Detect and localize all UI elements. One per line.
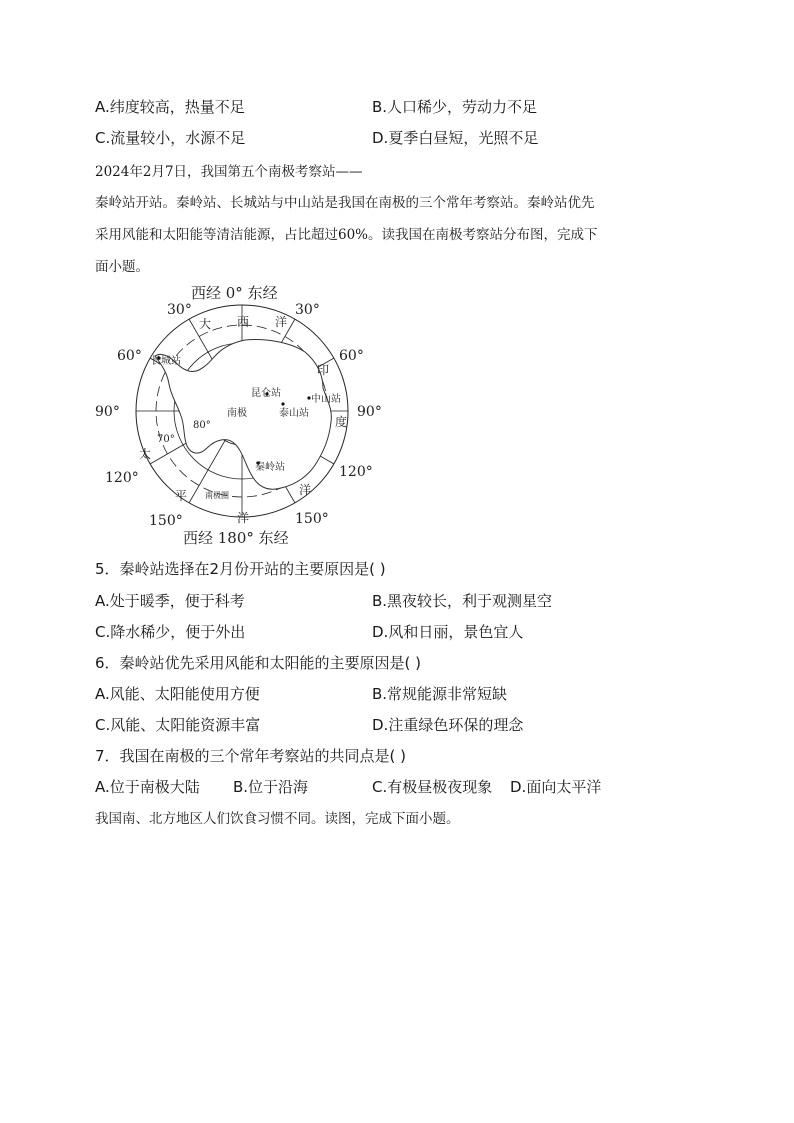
antarctic-station-map [95, 280, 395, 550]
ocean-char-xi: 西 [237, 315, 250, 329]
question-7-option-a: A.位于南极大陆 [95, 778, 200, 796]
intro-line-1: 2024年2月7日，我国第五个南极考察站—— [95, 164, 363, 180]
intro-line-2: 秦岭站开站。秦岭站、长城站与中山站是我国在南极的三个常年考察站。秦岭站优先 [95, 195, 595, 211]
ocean-char-du: 度 [335, 415, 348, 429]
question-7-option-d: D.面向太平洋 [510, 778, 602, 796]
ocean-char-yin: 印 [317, 363, 330, 377]
question-6-option-a: A.风能、太阳能使用方便 [95, 685, 260, 703]
map-bottom-label: 西经 180° 东经 [183, 529, 289, 547]
south-pole-label: 南极 [227, 408, 247, 419]
deg-70-lat: 70° [157, 434, 175, 445]
outro-line: 我国南、北方地区人们饮食习惯不同。读图，完成下面小题。 [95, 811, 460, 827]
zhongshan-station-label: 中山站 [311, 394, 341, 405]
ocean-char-tai: 太 [139, 447, 152, 461]
prev-option-b: B.人口稀少，劳动力不足 [372, 98, 538, 116]
deg-30-west: 30° [167, 302, 192, 318]
question-6-option-b: B.常规能源非常短缺 [372, 685, 508, 703]
question-5-option-d: D.风和日丽，景色宜人 [372, 623, 524, 641]
prev-option-d: D.夏季白昼短，光照不足 [372, 129, 539, 147]
deg-90-east: 90° [357, 404, 382, 420]
question-7-option-c: C.有极昼极夜现象 [372, 778, 493, 796]
question-5-option-a: A.处于暖季，便于科考 [95, 592, 245, 610]
ocean-char-yang-2: 洋 [237, 511, 250, 525]
deg-80-lat: 80° [193, 420, 211, 431]
taishan-station-label: 泰山站 [279, 408, 309, 419]
taishan-station-dot [281, 402, 284, 405]
question-5-option-b: B.黑夜较长，利于观测星空 [372, 592, 553, 610]
question-7-option-b: B.位于沿海 [233, 778, 309, 796]
question-5-option-c: C.降水稀少，便于外出 [95, 623, 246, 641]
deg-150-west: 150° [149, 513, 183, 529]
deg-150-east: 150° [295, 511, 329, 527]
question-6-stem: 6．秦岭站优先采用风能和太阳能的主要原因是( ) [95, 654, 422, 672]
deg-60-west: 60° [117, 348, 142, 364]
map-top-label: 西经 0° 东经 [191, 284, 278, 302]
ocean-char-yang-1: 洋 [275, 315, 288, 329]
question-5-stem: 5．秦岭站选择在2月份开站的主要原因是( ) [95, 560, 386, 578]
changcheng-station-label: 长城站 [151, 356, 181, 367]
question-6-option-c: C.风能、太阳能资源丰富 [95, 716, 261, 734]
deg-60-east: 60° [339, 348, 364, 364]
deg-90-west: 90° [95, 404, 120, 420]
intro-line-4: 面小题。 [95, 259, 149, 275]
ocean-char-da: 大 [199, 317, 212, 331]
deg-30-east: 30° [295, 302, 320, 318]
intro-line-3: 采用风能和太阳能等清洁能源，占比超过60%。读我国在南极考察站分布图，完成下 [95, 227, 598, 243]
antarctic-circle-label: 南极圈 [205, 491, 229, 500]
ocean-char-ping: 平 [175, 489, 188, 503]
deg-120-east: 120° [339, 464, 373, 480]
question-6-option-d: D.注重绿色环保的理念 [372, 716, 524, 734]
prev-option-c: C.流量较小，水源不足 [95, 129, 246, 147]
question-7-stem: 7．我国在南极的三个常年考察站的共同点是( ) [95, 747, 407, 765]
prev-option-a: A.纬度较高，热量不足 [95, 98, 245, 116]
deg-120-west: 120° [105, 470, 139, 486]
kunlun-station-label: 昆仑站 [251, 388, 281, 399]
ocean-char-yang-3: 洋 [299, 483, 312, 497]
qinling-station-label: 秦岭站 [255, 462, 285, 473]
